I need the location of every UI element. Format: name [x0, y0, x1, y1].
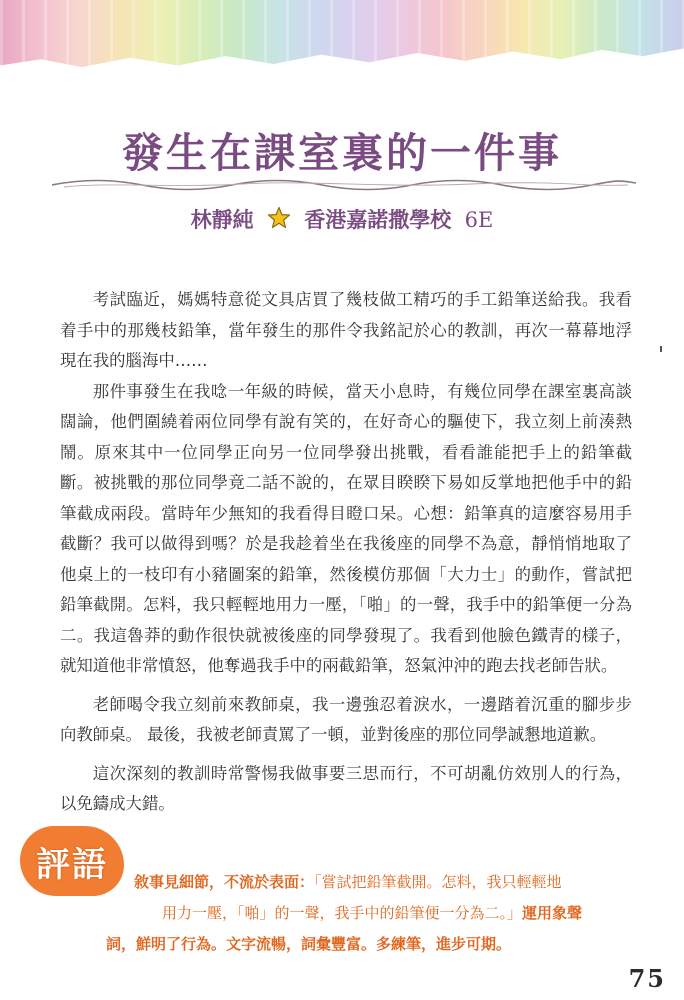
comment-badge	[20, 826, 124, 896]
class-label: 6E	[464, 208, 494, 232]
paragraph-2: 那件事發生在我唸一年級的時候，當天小息時，有幾位同學在課室裏高談闊論，他們圍繞着兩位同學有說有笑的，在好奇心的驅使下，我立刻上前湊熱鬧。原來其中一位同學正向另一位同學發出挑戰，看看誰能把手上的鉛筆截斷。被挑戰的那位同學竟二話不說的，在眾目睽睽下易如反掌地把他手中的鉛筆截成兩段。當時年少無知的我看得目瞪口呆。心想：鉛筆真的這麼容易用手截斷？我可以做得到嗎？於是我趁着坐在我後座的同學不為意，靜悄悄地取了他桌上的一枝印有小豬圖案的鉛筆，然後模仿那個「大力士」的動作，嘗試把鉛筆截開。怎料，我只輕輕地用力一壓，「啪」的一聲，我手中的鉛筆便一分為二。我這魯莽的動作很快就被後座的同學發現了。我看到他臉色鐵青的樣子，就知道他非常憤怒，他奪過我手中的兩截鉛筆，怒氣沖沖的跑去找老師告狀。	[60, 381, 632, 675]
comment-tail-b: 詞，鮮明了行為。文字流暢，詞彙豐富。多練筆，進步可期。	[106, 935, 512, 953]
paragraph-3: 老師喝令我立刻前來教師桌，我一邊強忍着淚水，一邊踏着沉重的腳步步向教師桌。 最後，我被老師責罵了一頓，並對後座的那位同學誠懇地道歉。	[60, 694, 632, 744]
teacher-comment	[106, 867, 634, 960]
article-body	[60, 285, 632, 828]
wavy-divider	[52, 176, 636, 192]
paragraph-4: 這次深刻的教訓時常警惕我做事要三思而行，不可胡亂仿效別人的行為，以免鑄成大錯。	[60, 763, 632, 813]
byline	[0, 204, 684, 234]
comment-quote-b: 用力一壓，「啪」的一聲，我手中的鉛筆便一分為二。」	[162, 904, 523, 922]
comment-quote-a: 「嘗試把鉛筆截開。怎料，我只輕輕地	[314, 873, 562, 891]
page-number: 75	[628, 964, 666, 993]
comment-badge-label: 評語	[36, 844, 108, 885]
comment-lead: 敘事見細節，不流於表面：	[134, 873, 315, 891]
paragraph-1: 考試臨近，媽媽特意從文具店買了幾枝做工精巧的手工鉛筆送給我。我看着手中的那幾枝鉛筆，當年發生的那件令我銘記於心的教訓，再次一幕幕地浮現在我的腦海中……	[60, 290, 632, 370]
author-name: 林靜純	[190, 207, 254, 232]
article-title: 發生在課室裏的一件事	[122, 129, 562, 177]
comment-tail-a: 運用象聲	[522, 904, 583, 922]
school-name: 香港嘉諾撒學校	[304, 207, 452, 232]
star-icon	[267, 206, 291, 230]
decorative-watercolor-banner	[0, 0, 684, 78]
margin-mark	[660, 346, 662, 352]
